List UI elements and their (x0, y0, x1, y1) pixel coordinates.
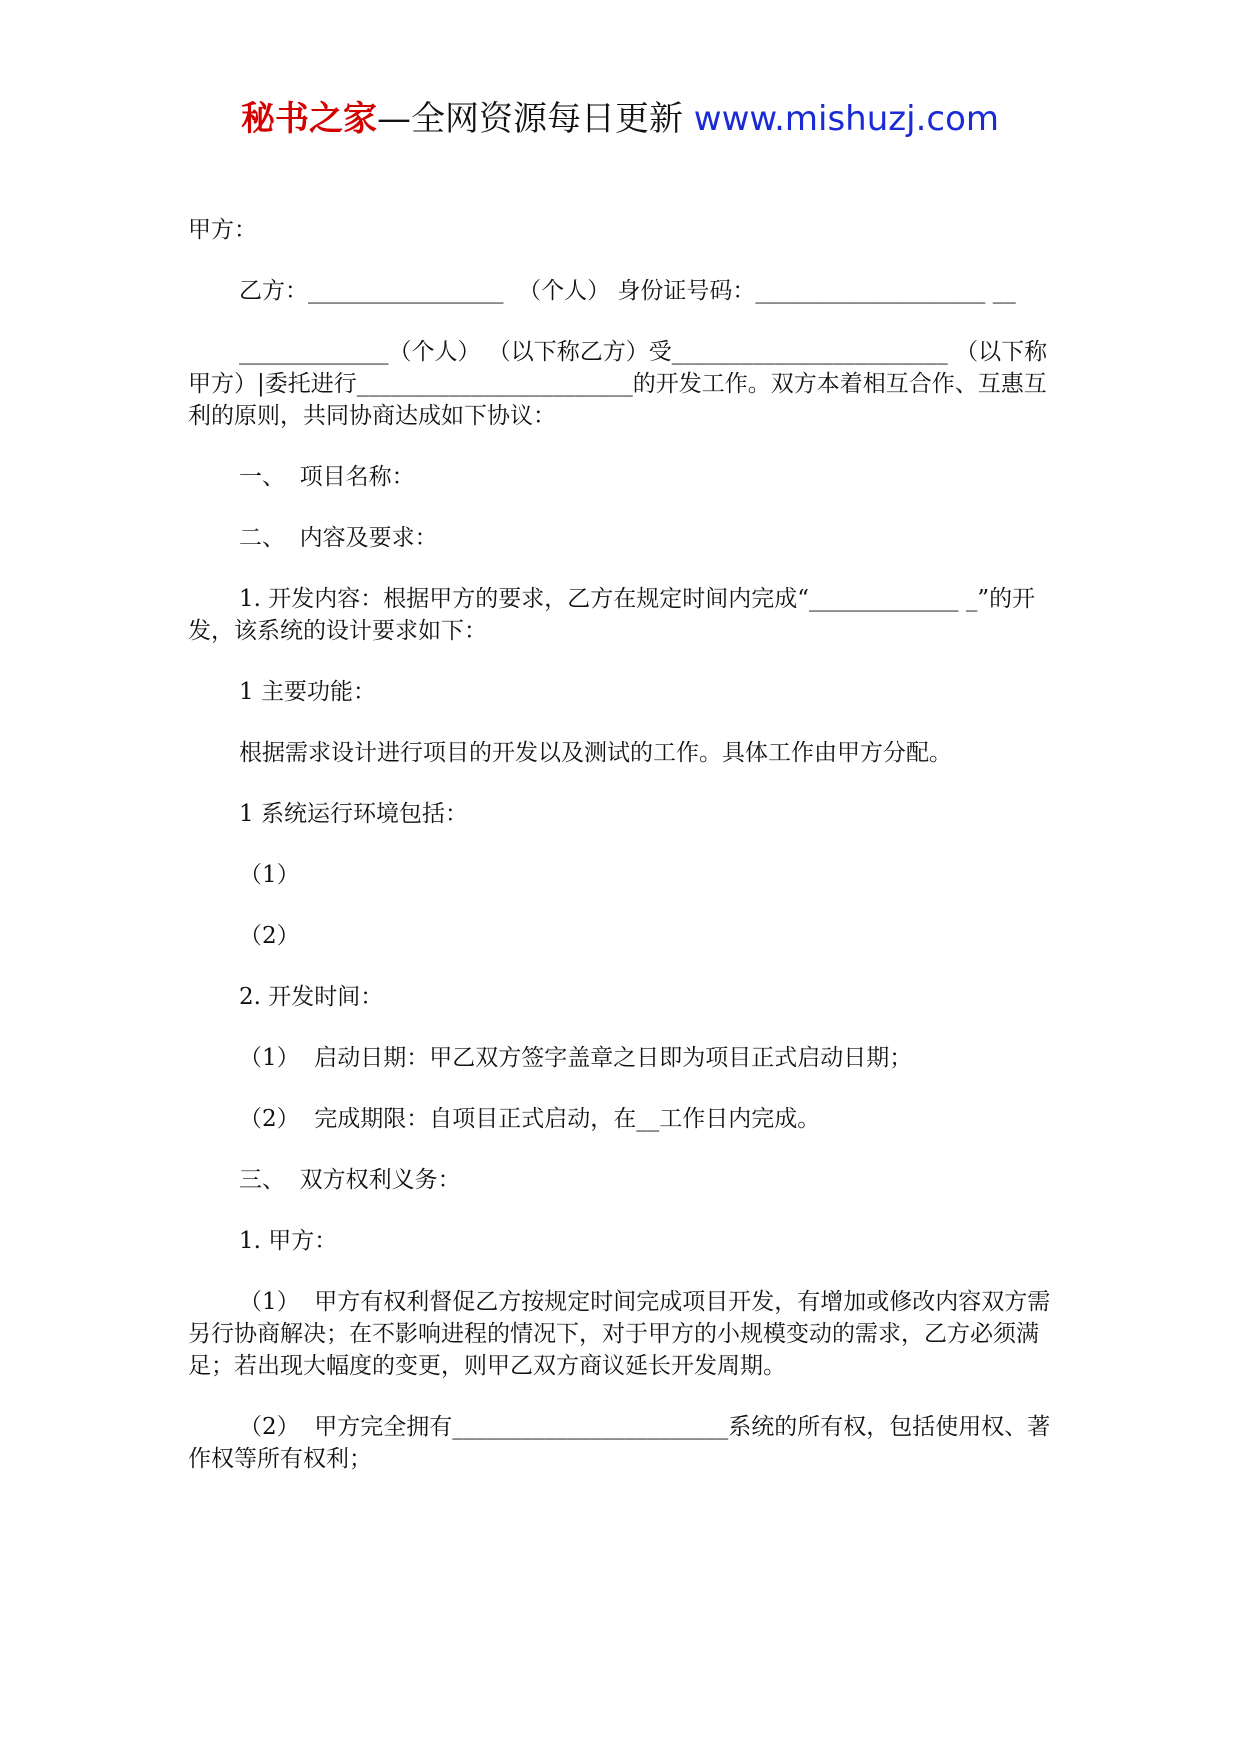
party-a-rights-heading: 1. 甲方： (239, 1228, 338, 1254)
party-a-right-1: （1） 甲方有权利督促乙方按规定时间完成项目开发，有增加或修改内容双方需另行协商解决；在不影响进程的情况下，对于甲方的小规模变动的需求，乙方必须满足；若出现大幅度的变更，则甲乙双方商议延长开发周期。 (188, 1289, 1051, 1379)
env-entry-1: （1） (239, 862, 300, 888)
section-project-name: 一、 项目名称： (239, 464, 415, 490)
env-entry-2: （2） (239, 923, 300, 949)
contract-body (188, 214, 1056, 1504)
runtime-env-item: 1 系统运行环境包括： (239, 801, 468, 827)
dev-content-item: 1. 开发内容：根据甲方的要求，乙方在规定时间内完成“_____________ _”的开发，该系统的设计要求如下： (188, 586, 1036, 644)
start-date-clause: （1） 启动日期：甲乙双方签字盖章之日即为项目正式启动日期； (239, 1045, 913, 1071)
site-header (0, 96, 1240, 142)
dev-time-item: 2. 开发时间： (239, 984, 384, 1010)
deadline-clause: （2） 完成期限：自项目正式启动，在__工作日内完成。 (239, 1106, 821, 1132)
brand-name: 秘书之家 (240, 99, 377, 139)
party-a-line: 甲方： (188, 217, 257, 243)
site-url-link[interactable]: www.mishuzj.com (693, 99, 999, 139)
section-content-requirements: 二、 内容及要求： (239, 525, 438, 551)
section-rights-obligations: 三、 双方权利义务： (239, 1167, 461, 1193)
main-function-item: 1 主要功能： (239, 679, 376, 705)
header-tagline: —全网资源每日更新 (376, 99, 683, 139)
party-a-right-2: （2） 甲方完全拥有________________________系统的所有权，包括使用权、著作权等所有权利； (188, 1414, 1051, 1472)
intro-paragraph: _____________（个人） （以下称乙方）受________________________ （以下称甲方）|委托进行________________________的开发工作。双方本着相互合作、互惠互利的原则，共同协商达成如下协议： (188, 339, 1048, 429)
work-description: 根据需求设计进行项目的开发以及测试的工作。具体工作由甲方分配。 (239, 740, 952, 766)
party-b-line: 乙方：_________________ （个人） 身份证号码：____________________ __ (239, 278, 1016, 304)
